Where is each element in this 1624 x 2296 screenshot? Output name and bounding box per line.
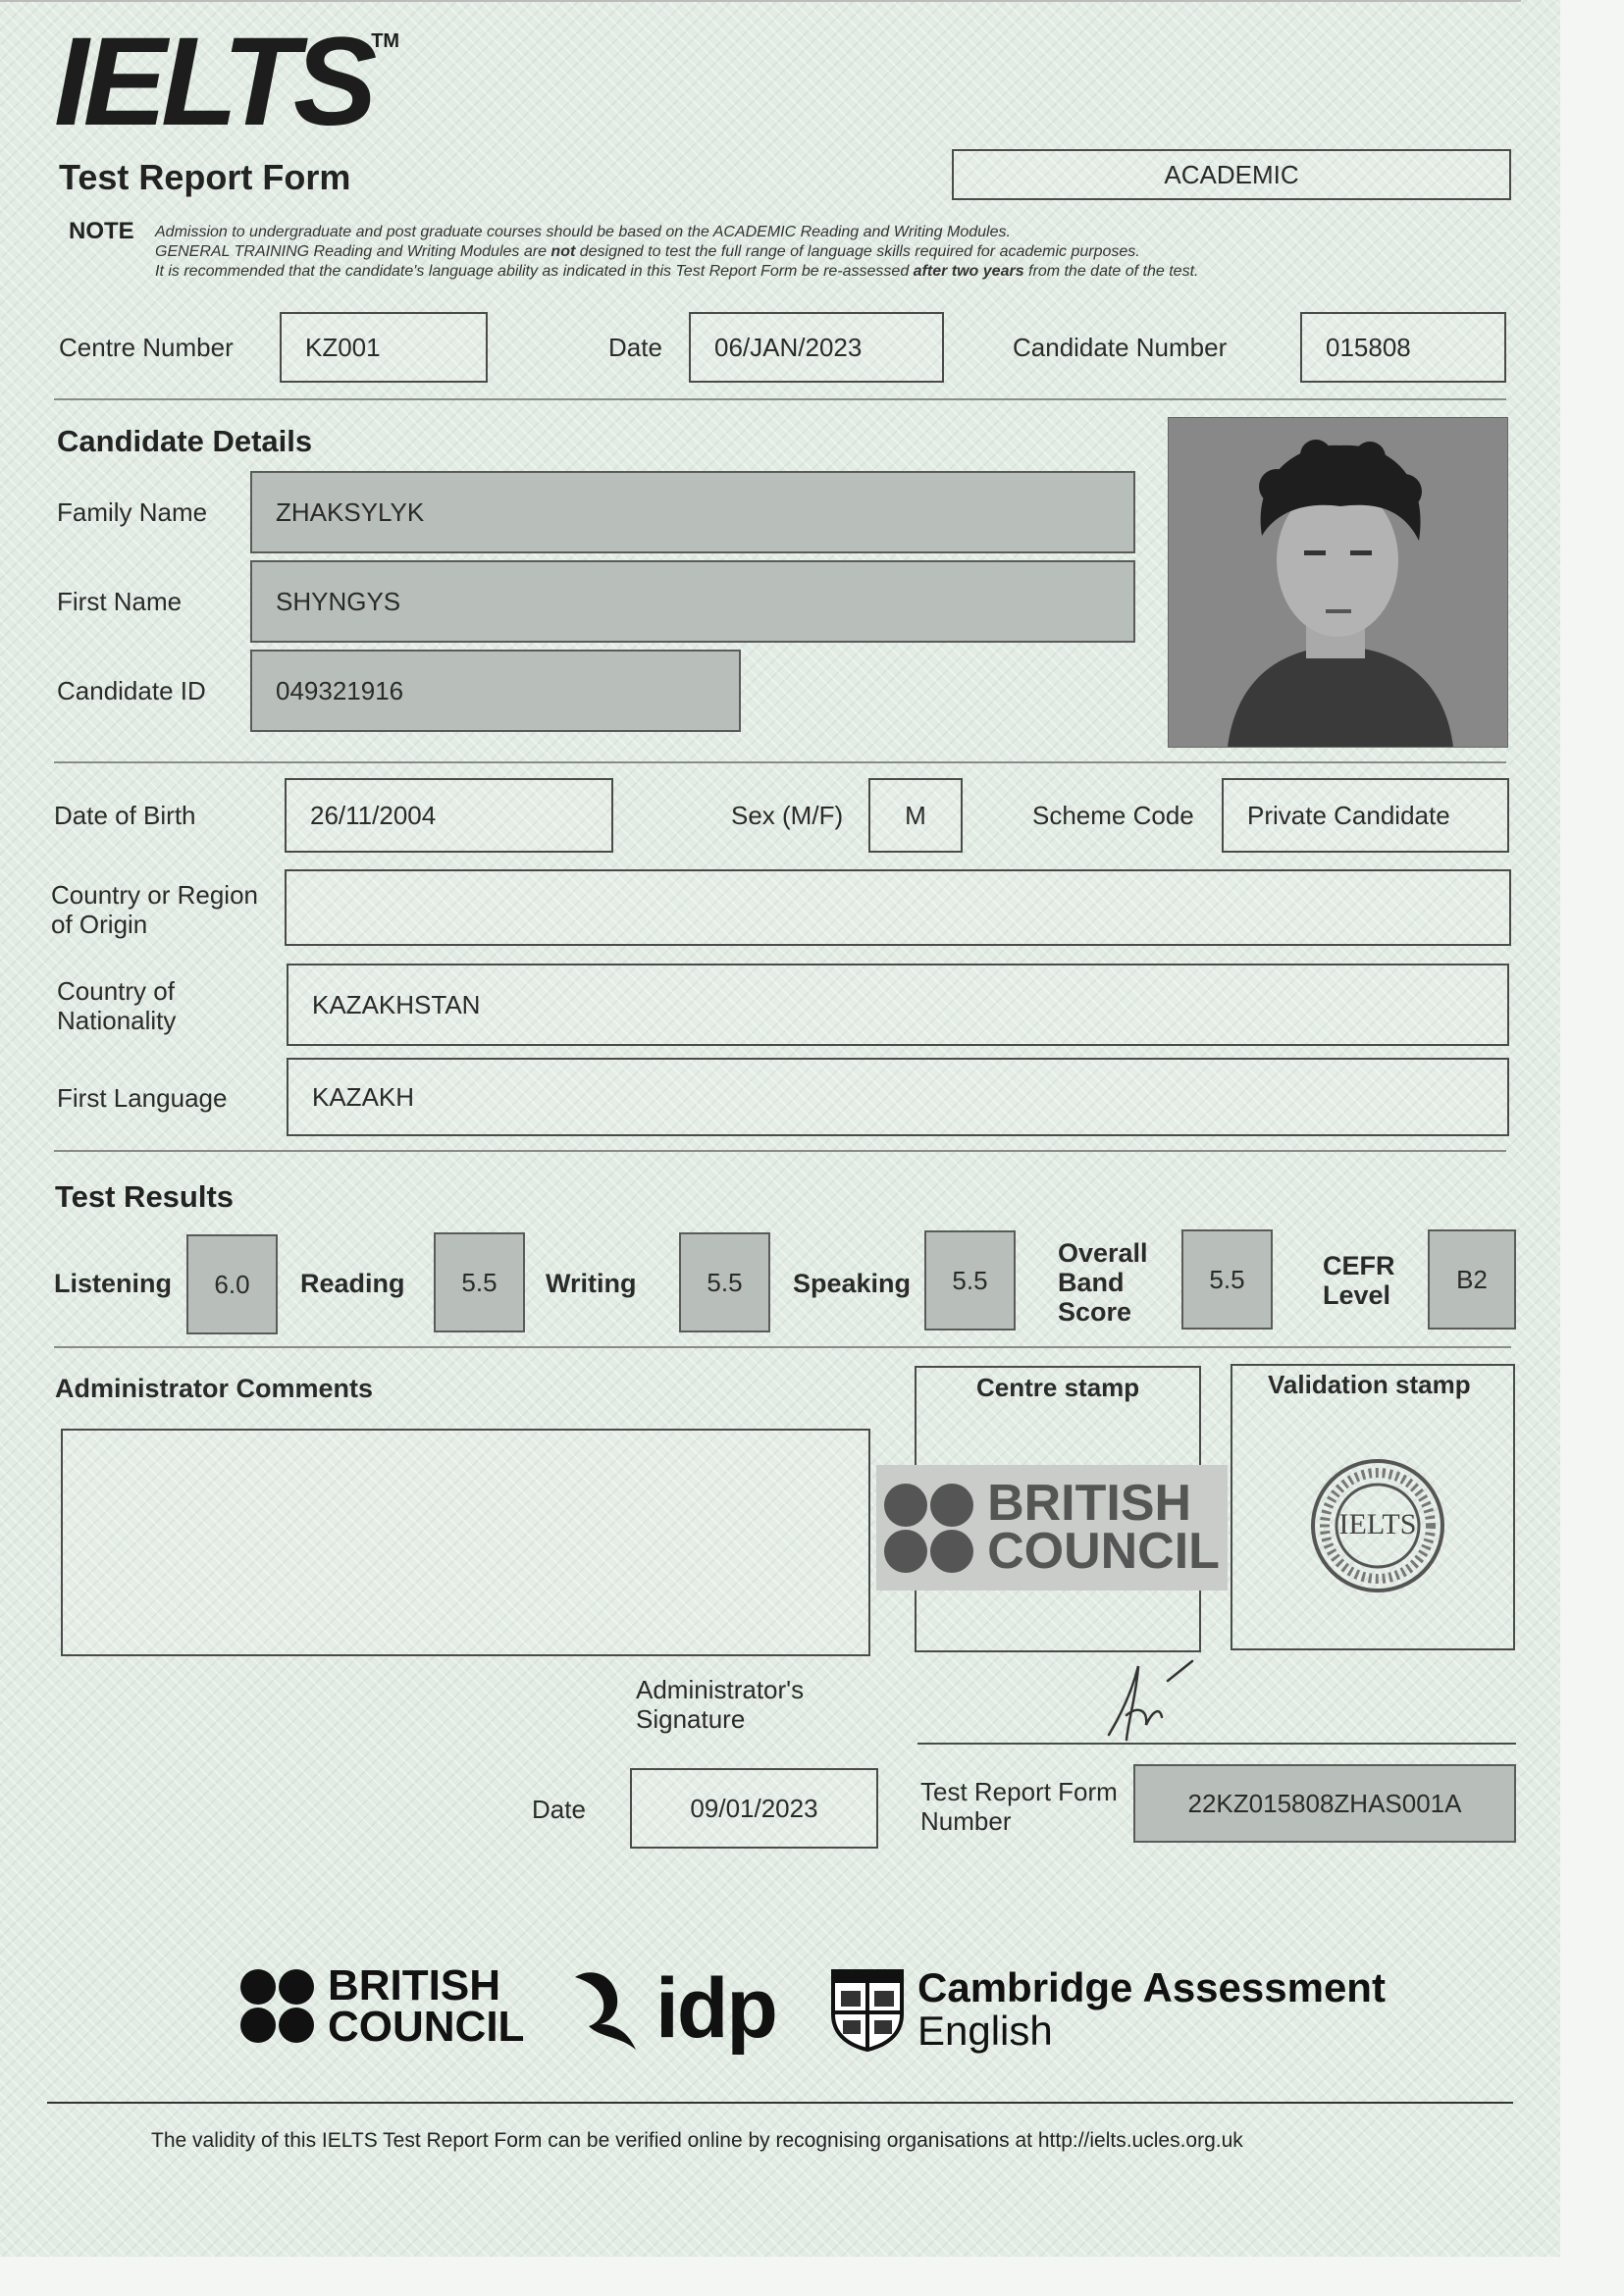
speaking-score: 5.5	[924, 1230, 1016, 1331]
candidate-photo-image	[1169, 418, 1507, 747]
sex-field: M	[868, 778, 963, 853]
divider	[54, 1346, 1511, 1348]
family-name-label: Family Name	[57, 497, 208, 527]
scheme-code-field: Private Candidate	[1222, 778, 1509, 853]
origin-label: Country or Region of Origin	[51, 880, 258, 939]
british-council-dots-icon	[884, 1484, 973, 1573]
signature-line	[917, 1743, 1516, 1745]
verification-footer: The validity of this IELTS Test Report Form can be verified online by recognising organisations at http://ielts.ucles.org.uk	[151, 2129, 1243, 2152]
cefr-label: CEFR Level	[1323, 1251, 1395, 1311]
candidate-id-label: Candidate ID	[57, 676, 206, 705]
centre-number-field: KZ001	[280, 312, 488, 383]
note-text: Admission to undergraduate and post graduate courses should be based on the ACADEMIC Reading and Writing Modules. GENERAL TRAINING Reading and Writing Modules are not designed to test the full range of language skills required for academic purposes. It is recommended that the candidate's language ability as indicated in this Test Report Form be re-assessed after two years from the date of the test.	[155, 224, 1199, 280]
divider	[54, 398, 1506, 400]
trf-number-label: Test Report Form Number	[920, 1777, 1118, 1836]
overall-band-label: Overall Band Score	[1058, 1238, 1148, 1328]
signature-scribble	[1099, 1656, 1217, 1745]
centre-date-field: 06/JAN/2023	[689, 312, 944, 383]
listening-label: Listening	[54, 1269, 172, 1298]
cambridge-logo: Cambridge Assessment English	[829, 1966, 1386, 2053]
speaking-label: Speaking	[793, 1269, 912, 1298]
signature-label: Administrator's Signature	[636, 1675, 805, 1734]
nationality-field: KAZAKHSTAN	[287, 964, 1509, 1046]
scheme-code-label: Scheme Code	[1032, 801, 1194, 830]
admin-date-field: 09/01/2023	[630, 1768, 878, 1849]
reading-label: Reading	[300, 1269, 405, 1298]
trf-number-field: 22KZ015808ZHAS001A	[1133, 1764, 1516, 1843]
candidate-number-field: 015808	[1300, 312, 1506, 383]
centre-date-label: Date	[608, 333, 662, 362]
sex-label: Sex (M/F)	[731, 801, 844, 830]
dob-label: Date of Birth	[54, 801, 196, 830]
idp-swoosh-icon	[571, 1967, 650, 2050]
writing-label: Writing	[546, 1269, 637, 1298]
overall-band-score: 5.5	[1181, 1229, 1273, 1330]
form-title: Test Report Form	[59, 157, 351, 197]
footer-divider	[47, 2102, 1513, 2104]
first-language-field: KAZAKH	[287, 1058, 1509, 1136]
first-name-field: SHYNGYS	[250, 560, 1135, 643]
validation-stamp-label: Validation stamp	[1268, 1370, 1471, 1399]
note-label: NOTE	[69, 218, 134, 244]
british-council-logo: BRITISH COUNCIL	[240, 1965, 524, 2048]
ielts-logo: IELTS™	[54, 12, 400, 152]
centre-stamp-label: Centre stamp	[976, 1373, 1140, 1402]
admin-comments-field	[61, 1429, 870, 1656]
first-name-label: First Name	[57, 587, 183, 616]
british-council-dots-icon	[240, 1969, 314, 2043]
administrator-signature	[1099, 1656, 1217, 1745]
reading-score: 5.5	[434, 1232, 525, 1332]
admin-date-label: Date	[532, 1795, 586, 1824]
cambridge-shield-icon	[829, 1967, 906, 2052]
divider	[54, 761, 1506, 763]
candidate-photo	[1168, 417, 1508, 748]
candidate-details-title: Candidate Details	[57, 424, 313, 458]
british-council-stamp: BRITISH COUNCIL	[876, 1465, 1228, 1591]
first-language-label: First Language	[57, 1083, 228, 1113]
validation-seal-text: IELTS	[1338, 1508, 1417, 1540]
module-box: ACADEMIC	[952, 149, 1511, 200]
candidate-number-label: Candidate Number	[1013, 333, 1228, 362]
validation-seal	[1309, 1457, 1446, 1594]
divider	[54, 1150, 1506, 1152]
dob-field: 26/11/2004	[285, 778, 613, 853]
listening-score: 6.0	[186, 1234, 278, 1334]
test-results-title: Test Results	[55, 1179, 235, 1214]
idp-logo: idp	[571, 1966, 776, 2051]
family-name-field: ZHAKSYLYK	[250, 471, 1135, 553]
nationality-label: Country of Nationality	[57, 976, 177, 1035]
candidate-id-field: 049321916	[250, 650, 741, 732]
cefr-level: B2	[1428, 1229, 1516, 1330]
header-divider	[0, 0, 1521, 2]
writing-score: 5.5	[679, 1232, 770, 1332]
origin-field	[285, 869, 1511, 946]
centre-number-label: Centre Number	[59, 333, 234, 362]
admin-comments-label: Administrator Comments	[55, 1374, 374, 1403]
